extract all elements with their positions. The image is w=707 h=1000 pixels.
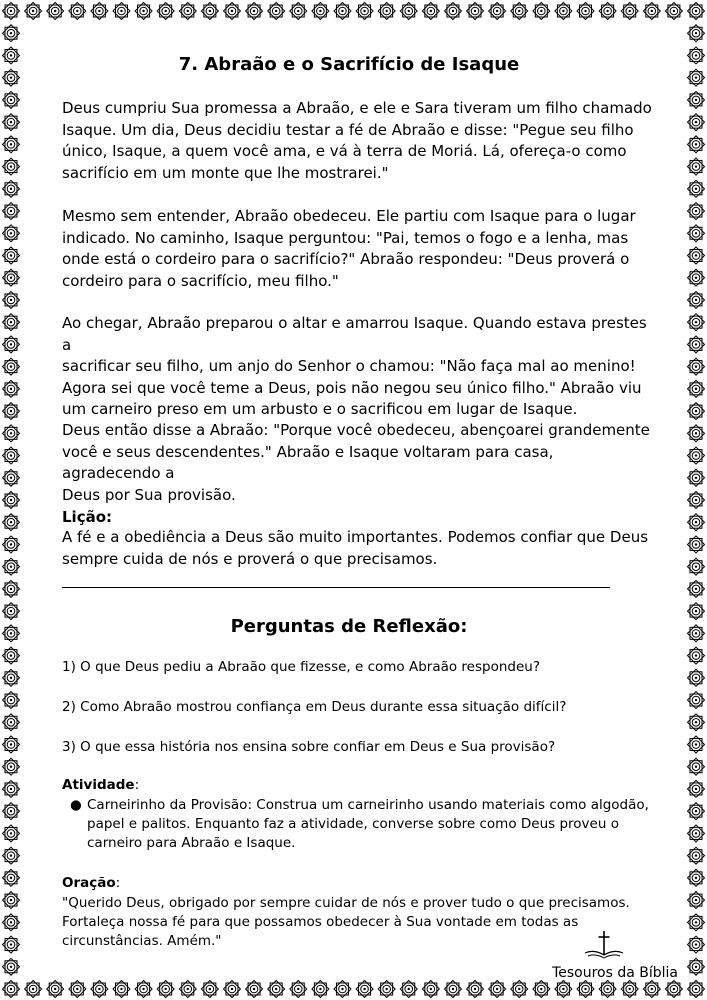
- ornament-star-icon: [688, 158, 705, 175]
- story-title: 7. Abraão e o Sacrifício de Isaque: [178, 54, 520, 75]
- border-right-column: [688, 25, 705, 976]
- ornament-star-icon: [3, 914, 20, 931]
- ornament-star-icon: [688, 869, 705, 886]
- ornament-star-icon: [688, 603, 705, 620]
- ornament-star-icon: [688, 425, 705, 442]
- ornament-star-icon: [3, 981, 20, 998]
- ornament-star-icon: [3, 269, 20, 286]
- ornament-star-icon: [3, 380, 20, 397]
- activity-list: [62, 796, 652, 853]
- ornament-star-icon: [3, 91, 20, 108]
- ornament-star-icon: [688, 492, 705, 509]
- ornament-star-icon: [3, 625, 20, 642]
- ornament-star-icon: [3, 47, 20, 64]
- ornament-star-icon: [3, 425, 20, 442]
- activity-heading-label: Atividade: [62, 777, 135, 793]
- reflection-question-1: 1) O que Deus pediu a Abraão que fizesse, e como Abraão respondeu?: [62, 659, 541, 675]
- ornament-star-icon: [688, 847, 705, 864]
- ornament-star-icon: [3, 758, 20, 775]
- brand-footer: [530, 930, 678, 982]
- ornament-star-icon: [688, 714, 705, 731]
- worksheet-page: [62, 0, 652, 1000]
- ornament-star-icon: [688, 291, 705, 308]
- ornament-star-icon: [3, 669, 20, 686]
- ornament-star-icon: [688, 469, 705, 486]
- story-paragraph-2: Mesmo sem entender, Abraão obedeceu. Ele partiu com Isaque para o lugar indicado. No caminho, Isaque perguntou: "Pai, temos o fogo e a lenha, mas onde está o cordeiro para o sacrifício?" Abraão respondeu: "Deus proverá o cordeiro para o sacrifício, meu filho.": [62, 207, 636, 290]
- ornament-star-icon: [3, 291, 20, 308]
- lesson-text: A fé e a obediência a Deus são muito importantes. Podemos confiar que Deus sempre cuida de nós e proverá o que precisamos.: [62, 528, 649, 568]
- ornament-star-icon: [3, 869, 20, 886]
- ornament-star-icon: [688, 336, 705, 353]
- ornament-star-icon: [688, 314, 705, 331]
- ornament-star-icon: [688, 91, 705, 108]
- ornament-star-icon: [688, 447, 705, 464]
- ornament-star-icon: [3, 558, 20, 575]
- ornament-star-icon: [25, 981, 42, 998]
- ornament-star-icon: [688, 558, 705, 575]
- ornament-star-icon: [688, 269, 705, 286]
- lesson-heading: Lição:: [62, 508, 113, 526]
- ornament-star-icon: [3, 247, 20, 264]
- ornament-star-icon: [688, 580, 705, 597]
- ornament-star-icon: [3, 158, 20, 175]
- ornament-star-icon: [688, 114, 705, 131]
- ornament-star-icon: [665, 981, 682, 998]
- ornament-star-icon: [3, 203, 20, 220]
- ornament-star-icon: [3, 492, 20, 509]
- prayer-heading-colon: :: [115, 875, 121, 891]
- ornament-star-icon: [25, 3, 42, 20]
- activity-heading-colon: :: [134, 777, 140, 793]
- ornament-star-icon: [688, 981, 705, 998]
- ornament-star-icon: [3, 580, 20, 597]
- ornament-star-icon: [3, 780, 20, 797]
- prayer-heading: [62, 874, 120, 893]
- ornament-star-icon: [3, 936, 20, 953]
- activity-heading: [62, 776, 139, 795]
- story-paragraph-3: Ao chegar, Abraão preparou o altar e amarrou Isaque. Quando estava prestes a sacrificar seu filho, um anjo do Senhor o chamou: "Não faça mal ao menino! Agora sei que você teme a Deus, pois não negou seu único filho." Abraão viu um carneiro preso em um arbusto e o sacrificou em lugar de Isaque.: [62, 314, 647, 418]
- reflection-title: Perguntas de Reflexão:: [230, 616, 468, 637]
- ornament-star-icon: [688, 536, 705, 553]
- ornament-star-icon: [3, 114, 20, 131]
- ornament-star-icon: [3, 69, 20, 86]
- ornament-star-icon: [688, 180, 705, 197]
- activity-item: [62, 796, 652, 853]
- ornament-star-icon: [3, 803, 20, 820]
- ornament-star-icon: [688, 736, 705, 753]
- story-paragraph-1: Deus cumpriu Sua promessa a Abraão, e ele e Sara tiveram um filho chamado Isaque. Um dia, Deus decidiu testar a fé de Abraão e disse: "Pegue seu filho único, Isaque, a quem você ama, e vá à terra de Moriá. Lá, ofereça-o como sacrifício em um monte que lhe mostrarei.": [62, 99, 652, 182]
- ornament-star-icon: [688, 203, 705, 220]
- ornament-star-icon: [3, 3, 20, 20]
- prayer-heading-label: Oração: [62, 875, 116, 891]
- ornament-star-icon: [688, 647, 705, 664]
- ornament-star-icon: [688, 225, 705, 242]
- ornament-star-icon: [3, 336, 20, 353]
- ornament-star-icon: [3, 714, 20, 731]
- reflection-question-2: 2) Como Abraão mostrou confiança em Deus durante essa situação difícil?: [62, 699, 567, 715]
- story-paragraph-4: Deus então disse a Abraão: "Porque você obedeceu, abençoarei grandemente você e seus descendentes." Abraão e Isaque voltaram para casa, agradecendo a Deus por Sua provisão.: [62, 421, 650, 504]
- ornament-star-icon: [3, 25, 20, 42]
- ornament-star-icon: [3, 469, 20, 486]
- ornament-star-icon: [688, 247, 705, 264]
- ornament-star-icon: [688, 69, 705, 86]
- border-left-column: [3, 25, 20, 976]
- ornament-star-icon: [688, 892, 705, 909]
- ornament-star-icon: [3, 536, 20, 553]
- ornament-star-icon: [3, 647, 20, 664]
- ornament-star-icon: [688, 914, 705, 931]
- ornament-star-icon: [688, 825, 705, 842]
- ornament-star-icon: [3, 892, 20, 909]
- ornament-star-icon: [688, 136, 705, 153]
- ornament-star-icon: [688, 358, 705, 375]
- ornament-star-icon: [688, 780, 705, 797]
- ornament-star-icon: [688, 758, 705, 775]
- ornament-star-icon: [3, 180, 20, 197]
- section-divider: [62, 587, 610, 588]
- ornament-star-icon: [3, 958, 20, 975]
- ornament-star-icon: [3, 603, 20, 620]
- activity-item-text: Carneirinho da Provisão: Construa um carneirinho usando materiais como algodão, papel e palitos. Enquanto faz a atividade, converse sobre como Deus proveu o carneiro para Abraão e Isaque.: [87, 797, 649, 851]
- ornament-star-icon: [688, 3, 705, 20]
- ornament-star-icon: [688, 625, 705, 642]
- cross-open-book-icon: [582, 930, 626, 960]
- ornament-star-icon: [688, 958, 705, 975]
- ornament-star-icon: [3, 692, 20, 709]
- ornament-star-icon: [3, 825, 20, 842]
- prayer-text: "Querido Deus, obrigado por sempre cuidar de nós e prover tudo o que precisamos. Fortaleça nossa fé para que possamos obedecer à Sua vontade em todas as circunstâncias. Amém.": [62, 895, 630, 949]
- ornament-star-icon: [688, 25, 705, 42]
- ornament-star-icon: [688, 803, 705, 820]
- ornament-star-icon: [688, 403, 705, 420]
- ornament-star-icon: [688, 936, 705, 953]
- ornament-star-icon: [688, 47, 705, 64]
- ornament-star-icon: [3, 447, 20, 464]
- brand-name: Tesouros da Bíblia: [552, 965, 678, 981]
- ornament-star-icon: [3, 136, 20, 153]
- ornament-star-icon: [3, 847, 20, 864]
- ornament-star-icon: [665, 3, 682, 20]
- bullet-icon: ●: [70, 797, 82, 813]
- ornament-star-icon: [3, 358, 20, 375]
- ornament-star-icon: [3, 736, 20, 753]
- ornament-star-icon: [688, 514, 705, 531]
- ornament-star-icon: [3, 514, 20, 531]
- ornament-star-icon: [3, 225, 20, 242]
- ornament-star-icon: [688, 692, 705, 709]
- ornament-star-icon: [3, 403, 20, 420]
- ornament-star-icon: [3, 314, 20, 331]
- ornament-star-icon: [688, 380, 705, 397]
- reflection-question-3: 3) O que essa história nos ensina sobre confiar em Deus e Sua provisão?: [62, 739, 556, 755]
- ornament-star-icon: [688, 669, 705, 686]
